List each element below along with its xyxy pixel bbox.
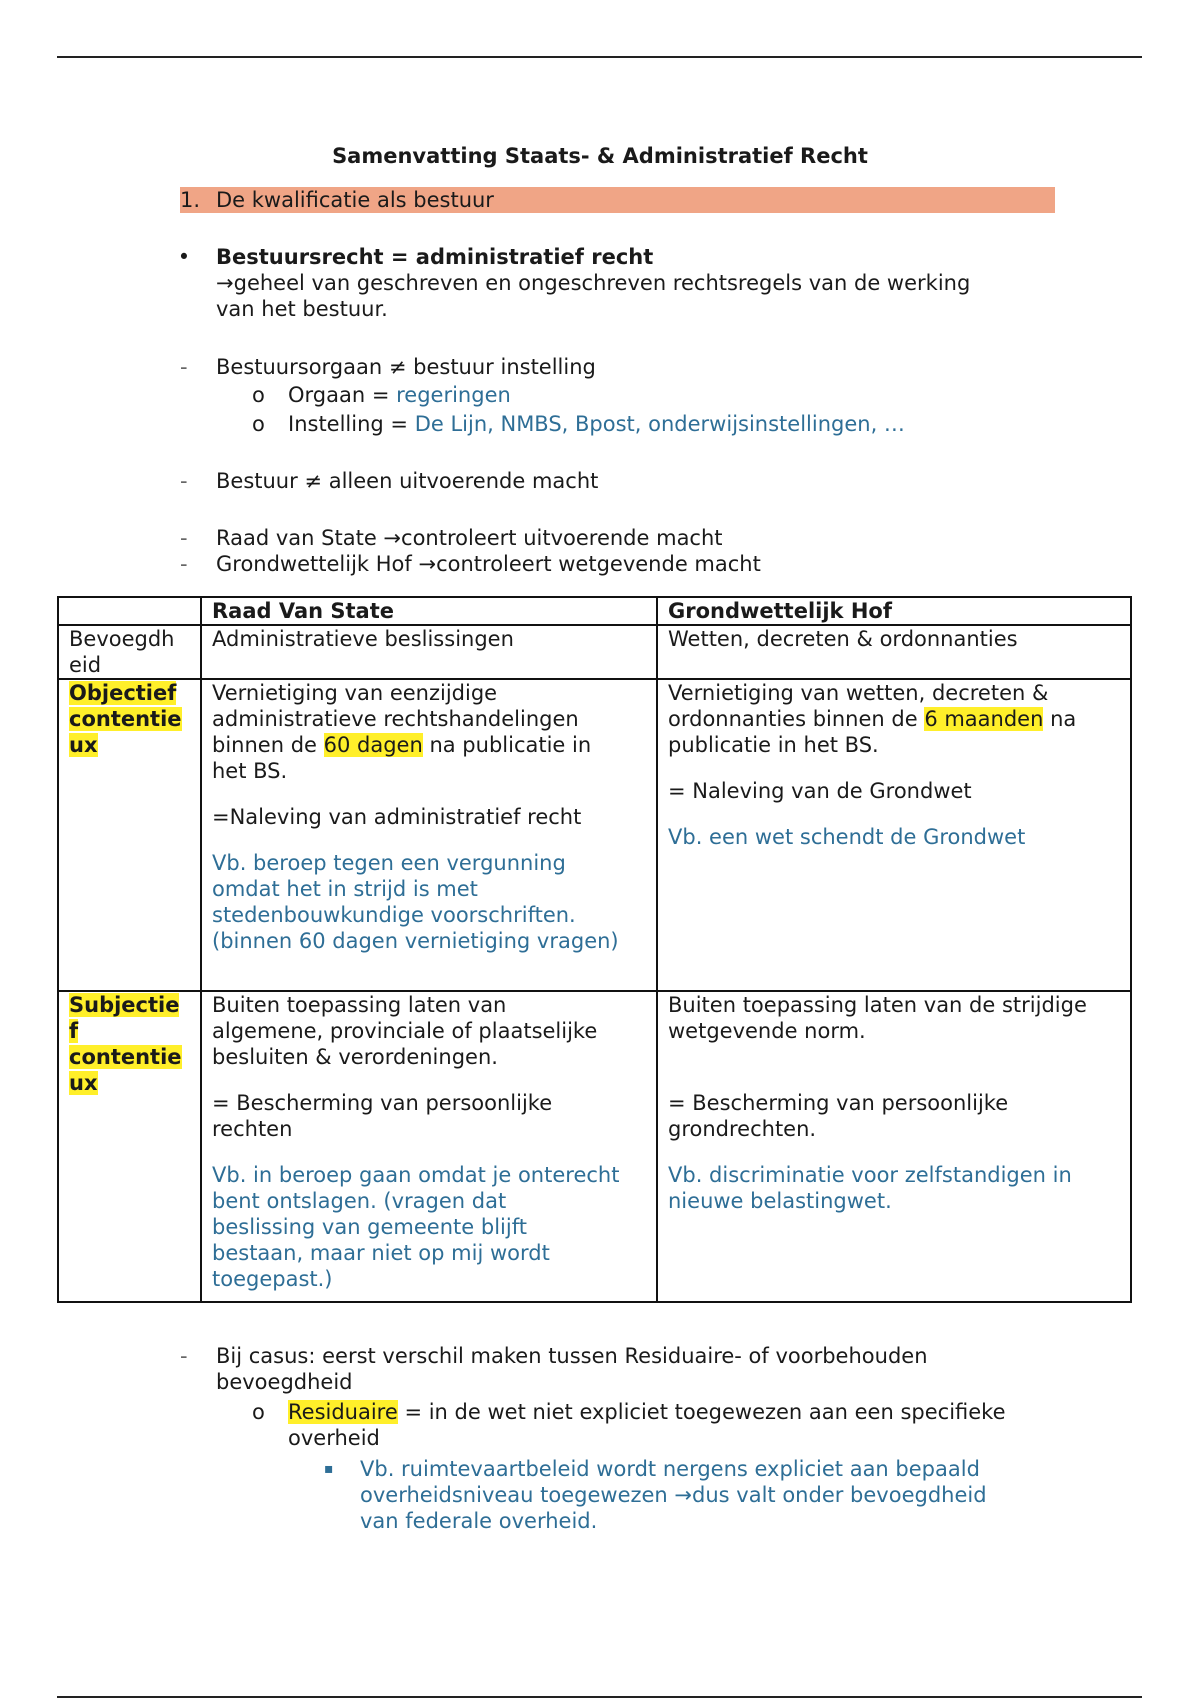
dash-marker: - <box>180 526 188 550</box>
comparison-table <box>57 596 1132 1303</box>
arrow-icon: → <box>216 271 234 295</box>
intro-definition-line2: van het bestuur. <box>216 297 388 321</box>
list1-sub-item: Orgaan = regeringen <box>288 383 511 407</box>
list2-text: Bestuur ≠ alleen uitvoerende macht <box>216 469 599 493</box>
intro-block <box>216 244 970 322</box>
highlight: 60 dagen <box>323 733 423 757</box>
document-title: Samenvatting Staats- & Administratief Recht <box>332 144 868 168</box>
cell-rvs-bevoegdheid: Administratieve beslissingen <box>201 625 657 679</box>
row-label-subjectief: Subjectie f contentie ux <box>58 991 201 1302</box>
section-label: De kwalificatie als bestuur <box>216 188 494 212</box>
example-text: De Lijn, NMBS, Bpost, onderwijsinstellingen, … <box>414 412 905 436</box>
table-header-row <box>58 597 1131 625</box>
example-text: regeringen <box>396 383 511 407</box>
list1-text: Bestuursorgaan ≠ bestuur instelling <box>216 355 596 379</box>
cell-rvs-subjectief: Buiten toepassing laten van algemene, provinciale of plaatselijke besluiten & verordeningen. = Bescherming van persoonlijke rechten Vb. in beroep gaan omdat je onterecht bent ontslagen. (vragen dat beslissing van gemeente blijft bestaan, maar niet op mij wordt toegepast.) <box>201 991 657 1302</box>
arrow-icon: → <box>418 552 437 576</box>
table-header-empty <box>58 597 201 625</box>
list4-sub-item: Residuaire = in de wet niet expliciet toegewezen aan een specifieke overheid <box>288 1400 1006 1450</box>
intro-definition-line1: →geheel van geschreven en ongeschreven rechtsregels van de werking <box>216 271 971 295</box>
bullet-icon: • <box>177 245 191 269</box>
row-label-objectief: Objectief contentie ux <box>58 679 201 991</box>
list3-item: Raad van State →controleert uitvoerende macht <box>216 526 723 550</box>
dash-marker: - <box>180 355 188 379</box>
table-header-grondwettelijk-hof: Grondwettelijk Hof <box>657 597 1131 625</box>
arrow-icon: → <box>674 1483 693 1507</box>
arrow-icon: → <box>383 526 402 550</box>
row-label-bevoegdheid: Bevoegdh eid <box>58 625 201 679</box>
dash-marker: - <box>180 552 188 576</box>
square-bullet-icon: ▪ <box>324 1461 334 1477</box>
list4-sub-mark: o <box>252 1400 265 1424</box>
cell-gh-bevoegdheid: Wetten, decreten & ordonnanties <box>657 625 1131 679</box>
list4-subsub-item: Vb. ruimtevaartbeleid wordt nergens expliciet aan bepaald overheidsniveau toegewezen →dus valt onder bevoegdheid van federale overheid. <box>360 1457 987 1533</box>
table-row <box>58 991 1131 1302</box>
table-header-raad-van-state: Raad Van State <box>201 597 657 625</box>
list1-sub-mark: o <box>252 383 265 407</box>
table-row <box>58 679 1131 991</box>
dash-marker: - <box>180 1344 188 1368</box>
table-row <box>58 625 1131 679</box>
section-heading <box>180 187 1055 213</box>
cell-rvs-objectief: Vernietiging van eenzijdige administratieve rechtshandelingen binnen de 60 dagen na publicatie in het BS. =Naleving van administratief recht Vb. beroep tegen een vergunning omdat het in strijd is met stedenbouwkundige voorschriften. (binnen 60 dagen vernietiging vragen) <box>201 679 657 991</box>
list3-item: Grondwettelijk Hof →controleert wetgevende macht <box>216 552 761 576</box>
list1-sub-mark: o <box>252 412 265 436</box>
intro-term: Bestuursrecht = administratief recht <box>216 245 654 269</box>
dash-marker: - <box>180 469 188 493</box>
list1-sub-item: Instelling = De Lijn, NMBS, Bpost, onderwijsinstellingen, … <box>288 412 905 436</box>
cell-gh-subjectief: Buiten toepassing laten van de strijdige wetgevende norm. = Bescherming van persoonlijke grondrechten. Vb. discriminatie voor zelfstandigen in nieuwe belastingwet. <box>657 991 1131 1302</box>
section-number: 1. <box>180 188 201 212</box>
cell-gh-objectief: Vernietiging van wetten, decreten & ordonnanties binnen de 6 maanden na publicatie in het BS. = Naleving van de Grondwet Vb. een wet schendt de Grondwet <box>657 679 1131 991</box>
list4-text: Bij casus: eerst verschil maken tussen Residuaire- of voorbehouden bevoegdheid <box>216 1344 928 1394</box>
page-top-rule <box>57 56 1142 58</box>
highlight: 6 maanden <box>924 707 1044 731</box>
highlight: Residuaire <box>288 1400 398 1424</box>
page-bottom-rule <box>57 1696 1142 1698</box>
